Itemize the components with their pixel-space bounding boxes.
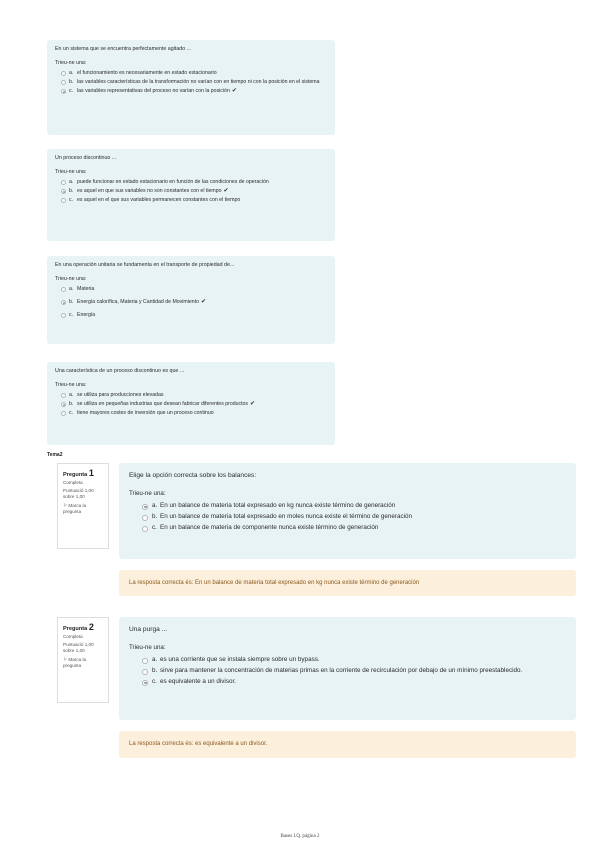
correct-answer-text: La resposta correcta és: es equivalente a un divisor. (129, 741, 268, 747)
option-text: tiene mayores costes de inversión que un proceso continuo (77, 410, 214, 416)
prompt-label: Trieu-ne una: (129, 490, 166, 497)
option-text: puede funcionar en estado estacionario en función de las condiciones de operación (77, 179, 269, 185)
radio-button-selected[interactable] (142, 680, 148, 686)
radio-button[interactable] (61, 313, 66, 318)
radio-button[interactable] (61, 180, 66, 185)
radio-button-selected[interactable] (61, 402, 66, 407)
question-score: Puntuació 1,00 sobre 1,00 (63, 488, 94, 499)
question-card-1 (47, 40, 335, 135)
question-text: Elige la opción correcta sobre los balances: (129, 472, 257, 479)
correct-answer-box-1 (119, 570, 576, 596)
option-a[interactable]: a. se utiliza para producciones elevadas (55, 392, 327, 399)
question-state: Completa (63, 480, 83, 485)
check-icon: ✔ (223, 188, 229, 194)
question-number: Pregunta 2 (63, 622, 94, 632)
option-text: es equivalente a un divisor. (160, 678, 236, 685)
question-card-2 (47, 149, 335, 241)
option-b[interactable]: b. es aquel en que sus variables no son constantes con el tiempo ✔ (55, 188, 327, 195)
check-icon: ✔ (200, 299, 206, 305)
option-text: En un balance de materia de componente nunca existe término de generación (160, 524, 379, 531)
option-text: las variables representativas del proceso no varían con la posición (77, 88, 230, 94)
radio-button[interactable] (142, 658, 148, 664)
option-text: es aquel en que sus variables no son constantes con el tiempo (77, 188, 222, 194)
radio-button[interactable] (142, 515, 148, 521)
prompt-label: Trieu-ne una: (55, 60, 87, 66)
radio-button-selected[interactable] (61, 189, 66, 194)
option-text: es una corriente que se instala siempre sobre un bypass. (160, 656, 320, 663)
option-c[interactable]: c. En un balance de materia de componente nunca existe término de generación (129, 524, 566, 533)
option-c[interactable]: c. es aquel en el que sus variables permanecen constantes con el tiempo (55, 197, 327, 204)
page-footer: Bases I.Q. página 2 (280, 834, 320, 839)
radio-button[interactable] (61, 71, 66, 76)
option-text: Energía calorífica, Materia y Cantidad de Movimiento (77, 299, 199, 305)
radio-button-selected[interactable] (61, 300, 66, 305)
question-card-3 (47, 256, 335, 344)
option-a[interactable]: a. Materia (55, 286, 327, 293)
option-b[interactable]: b. se utiliza en pequeñas industrias que desean fabricar diferentes productos ✔ (55, 401, 327, 408)
option-a[interactable]: a. el funcionamiento es necesariamente en estado estacionario (55, 70, 327, 77)
prompt-label: Trieu-ne una: (55, 276, 87, 282)
check-icon: ✔ (250, 401, 256, 407)
option-text: se utiliza en pequeñas industrias que desean fabricar diferentes productos (77, 401, 249, 407)
question-text: Una purga ... (129, 626, 168, 633)
option-c[interactable]: c. Energía (55, 312, 327, 319)
radio-button[interactable] (61, 198, 66, 203)
option-text: En un balance de materia total expresado en kg nunca existe término de generación (160, 502, 396, 509)
flag-icon: ⚐ (63, 503, 68, 508)
radio-button-selected[interactable] (142, 504, 148, 510)
prompt-label: Trieu-ne una: (129, 644, 166, 651)
radio-button[interactable] (142, 526, 148, 532)
question-info-2 (57, 617, 109, 703)
question-card-4 (47, 362, 335, 445)
option-b[interactable]: b. las variables características de la transformación no varían con en tiempo ni con la posición en el sistema (55, 79, 327, 86)
option-c[interactable]: c. las variables representativas del proceso no varían con la posición ✔ (55, 88, 327, 95)
option-text: el funcionamiento es necesariamente en estado estacionario (77, 70, 217, 76)
question-state: Completa (63, 634, 83, 639)
question-text: En un sistema que se encuentra perfectamente agitado ... (55, 46, 192, 52)
option-text: Materia (77, 286, 95, 292)
option-c[interactable]: c. tiene mayores costes de inversión que un proceso continuo (55, 410, 327, 417)
question-text: Una característica de un proceso discontinuo es que ... (55, 368, 185, 374)
question-card-big-1 (119, 463, 576, 559)
option-text: las variables características de la transformación no varían con en tiempo ni con la posición en el sistema (77, 79, 320, 85)
question-info-1 (57, 463, 109, 549)
option-a[interactable]: a. es una corriente que se instala siempre sobre un bypass. (129, 656, 566, 665)
question-number: Pregunta 1 (63, 468, 94, 478)
option-text: es aquel en el que sus variables permanecen constantes con el tiempo (77, 197, 241, 203)
option-c[interactable]: c. es equivalente a un divisor. (129, 678, 566, 687)
flag-question-link[interactable]: ⚐ Marca la pregunta (63, 503, 87, 514)
option-text: sirve para mantener la concentración de materias primas en la corriente de recirculación por debajo de un mínimo preestablecido. (160, 667, 523, 674)
radio-button[interactable] (61, 393, 66, 398)
check-icon: ✔ (231, 88, 237, 94)
option-a[interactable]: a. En un balance de materia total expresado en kg nunca existe término de generación (129, 502, 566, 511)
option-a[interactable]: a. puede funcionar en estado estacionario en función de las condiciones de operación (55, 179, 327, 186)
correct-answer-text: La resposta correcta és: En un balance de materia total expresado en kg nunca existe término de generación (129, 580, 420, 586)
question-text: En una operación unitaria se fundamenta en el transporte de propiedad de... (55, 262, 235, 268)
section-title: Tema2 (47, 452, 63, 458)
flag-question-link[interactable]: ⚐ Marca la pregunta (63, 657, 87, 668)
question-card-big-2 (119, 617, 576, 720)
option-text: se utiliza para producciones elevadas (77, 392, 164, 398)
prompt-label: Trieu-ne una: (55, 169, 87, 175)
question-text: Un proceso discontinuo ... (55, 155, 117, 161)
prompt-label: Trieu-ne una: (55, 382, 87, 388)
option-text: En un balance de materia total expresado en moles nunca existe el término de generación (160, 513, 413, 520)
question-score: Puntuació 1,00 sobre 1,00 (63, 642, 94, 653)
option-text: Energía (77, 312, 96, 318)
radio-button[interactable] (142, 669, 148, 675)
radio-button[interactable] (61, 287, 66, 292)
radio-button-selected[interactable] (61, 89, 66, 94)
option-b[interactable]: b. Energía calorífica, Materia y Cantidad de Movimiento ✔ (55, 299, 327, 306)
flag-icon: ⚐ (63, 657, 68, 662)
option-b[interactable]: b. sirve para mantener la concentración de materias primas en la corriente de recirculación por debajo de un mínimo preestablecido. (129, 667, 566, 676)
radio-button[interactable] (61, 80, 66, 85)
correct-answer-box-2 (119, 731, 576, 758)
radio-button[interactable] (61, 411, 66, 416)
option-b[interactable]: b. En un balance de materia total expresado en moles nunca existe el término de generación (129, 513, 566, 522)
